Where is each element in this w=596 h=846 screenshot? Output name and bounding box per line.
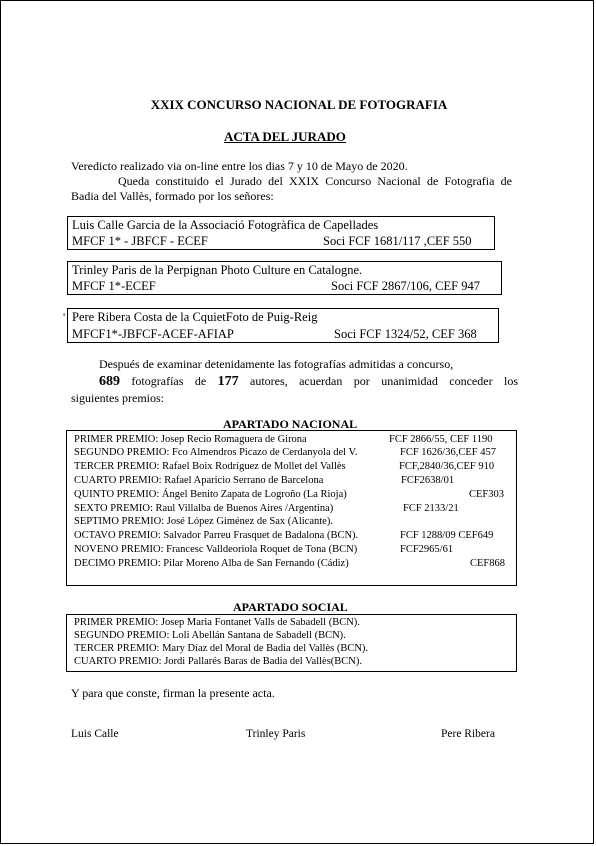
bullet-mark: ' [63,310,66,324]
jury-member-titles: MFCF1*-JBFCF-ACEF-AFIAP [72,327,234,341]
jury-member-name: Pere Ribera Costa de la CquietFoto de Puig-Reig [72,310,318,324]
photo-count: 689 [99,374,120,389]
award-line: CUARTO PREMIO: Jordi Pallarés Baras de Badia del Vallès(BCN). [74,656,362,667]
award-line: DECIMO PREMIO: Pilar Moreno Alba de San Fernando (Cádiz) [74,558,349,569]
closing-line: Y para que conste, firman la presente acta. [71,686,275,700]
signature-name: Trinley Paris [246,728,306,740]
award-line: TERCER PREMIO: Mary Díaz del Moral de Badia del Vallès (BCN). [74,643,369,654]
award-code: FCF2965/61 [400,544,454,555]
document-subtitle: ACTA DEL JURADO [224,129,346,144]
authors-rest: autores, acuerdan por unanimidad conceder los [250,374,519,388]
examinar-line: Después de examinar detenidamente las fotografías admitidas a concurso, [99,357,454,371]
de-word: de [194,374,207,388]
award-line: PRIMER PREMIO: Josep Recio Romaguera de Girona [74,434,307,445]
award-code: FCF 2133/21 [403,503,459,514]
jury-member-soci: Soci FCF 1681/117 ,CEF 550 [323,234,472,248]
award-line: OCTAVO PREMIO: Salvador Parreu Frasquet de Badalona (BCN). [74,530,359,541]
jury-member-titles: MFCF 1*-ECEF [72,279,156,293]
jury-member-soci: Soci FCF 1324/52, CEF 368 [334,327,477,341]
veredicto-line: Veredicto realizado via on-line entre los dias 7 y 10 de Mayo de 2020. [71,159,408,173]
jurado-line-2: Badia del Vallès, formado por los señores: [71,189,274,203]
examinar-line-3: siguientes premios: [71,391,164,405]
jury-member-titles: MFCF 1* - JBFCF - ECEF [72,234,208,248]
award-line: CUARTO PREMIO: Rafael Aparicio Serrano de Barcelona [74,475,324,486]
examinar-line-2 [71,373,518,390]
photos-word: fotografías [131,374,184,388]
award-code: FCF 1626/36,CEF 457 [400,447,496,458]
section-heading-nacional: APARTADO NACIONAL [223,417,358,431]
document-title: XXIX CONCURSO NACIONAL DE FOTOGRAFIA [150,97,448,112]
award-line: SEGUNDO PREMIO: Fco Almendros Picazo de Cerdanyola del V. [74,447,358,458]
jury-member-box [67,261,502,295]
award-line: QUINTO PREMIO: Ángel Benito Zapata de Logroño (La Rioja) [74,489,347,500]
award-code: FCF 1288/09 CEF649 [400,530,494,541]
jury-member-box [67,216,495,250]
award-line: SEPTIMO PREMIO: José López Giménez de Sax (Alicante). [74,516,333,527]
award-line: NOVENO PREMIO: Francesc Valldeoriola Roquet de Tona (BCN) [74,544,358,555]
signature-name: Pere Ribera [441,728,495,740]
nacional-awards-box [66,430,517,586]
signature-name: Luis Calle [71,728,119,740]
jury-member-name: Luis Calle Garcia de la Associació Fotogràfica de Capellades [72,218,379,232]
jury-member-soci: Soci FCF 2867/106, CEF 947 [331,279,480,293]
author-count: 177 [217,374,239,389]
award-line: SEXTO PREMIO: Raul Villalba de Buenos Aires /Argentina) [74,503,334,514]
award-line: PRIMER PREMIO: Josep Maria Fontanet Valls de Sabadell (BCN). [74,617,360,628]
award-code: FCF,2840/36,CEF 910 [399,461,495,472]
award-line: SEGUNDO PREMIO: Loli Abellán Santana de Sabadell (BCN). [74,630,346,641]
award-line: TERCER PREMIO: Rafael Boix Rodríguez de Mollet del Vallès [74,461,346,472]
award-code: CEF868 [470,558,506,569]
jury-member-name: Trinley Paris de la Perpignan Photo Culture en Catalogne. [72,263,363,277]
jurado-line-1: Queda constituido el Jurado del XXIX Concurso Nacional de Fotografia de [118,174,512,188]
section-heading-social: APARTADO SOCIAL [233,600,348,614]
jury-member-box [63,308,499,343]
award-code: FCF2638/01 [401,475,455,486]
award-code: FCF 2866/55, CEF 1190 [389,434,493,445]
social-awards-box [66,614,517,672]
award-code: CEF303 [469,489,505,500]
